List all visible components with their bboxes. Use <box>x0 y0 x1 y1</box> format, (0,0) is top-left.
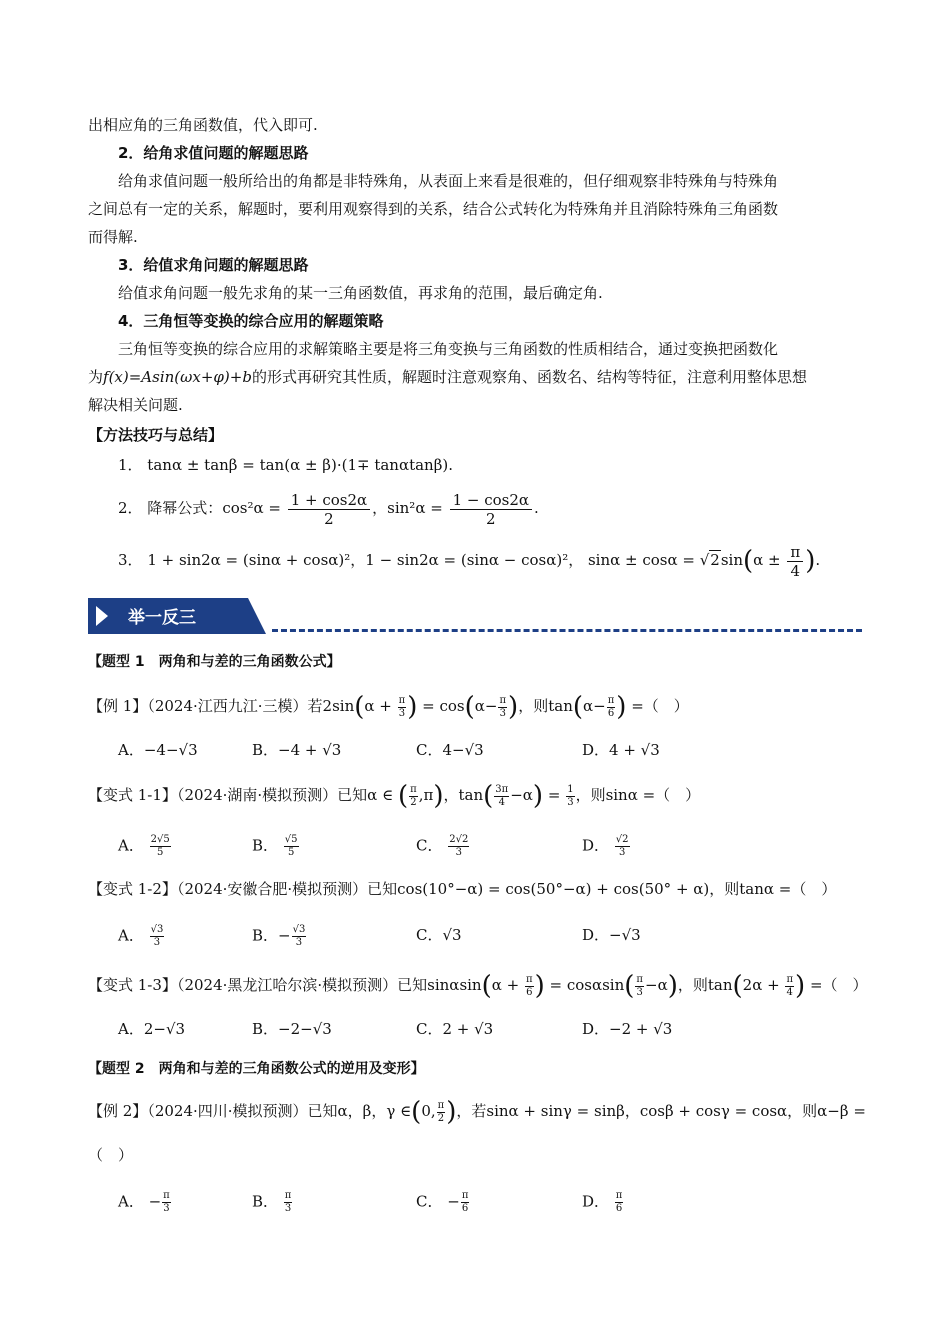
heading-3: 3．给值求角问题的解题思路 <box>118 256 309 274</box>
method-title: 【方法技巧与总结】 <box>88 426 224 444</box>
option-a[interactable]: A．2−√3 <box>118 1020 186 1038</box>
text-line: 之间总有一定的关系，解题时，要利用观察得到的关系，结合公式转化为特殊角并且消除特殊角三角函数 <box>88 200 779 218</box>
text-line: 三角恒等变换的综合应用的求解策略主要是将三角变换与三角函数的性质相结合，通过变换把函数化 <box>118 340 779 358</box>
option-b[interactable]: B． $\frac{√5}{5}$ <box>252 834 298 858</box>
variant-1-1: 【变式 1-1】（2024·湖南·模拟预测）已知α ∈ ( $\frac{\pi}{2}$ ,π)，tan( $\frac{3\pi}{4}$ −α) = $\frac{1}{3}$ ，则sinα =（ ） <box>88 781 701 811</box>
option-c[interactable]: C． − $\frac{\pi}{6}$ <box>416 1190 469 1214</box>
option-a[interactable]: A． $\frac{√3}{3}$ <box>118 924 164 948</box>
option-a[interactable]: A．−4−√3 <box>118 741 198 759</box>
option-d[interactable]: D．4 + √3 <box>582 741 660 759</box>
option-c[interactable]: C．2 + √3 <box>416 1020 494 1038</box>
formula-2: 2． 降幂公式：cos²α = $\frac{1 + \cos 2\alpha}{2}$ ，sin²α = $\frac{1 - \cos 2\alpha}{2}$ . <box>118 490 539 528</box>
option-d[interactable]: D．−√3 <box>582 926 641 944</box>
option-b[interactable]: B． $\frac{\pi}{3}$ <box>252 1190 292 1214</box>
variant-1-3: 【变式 1-3】（2024·黑龙江哈尔滨·模拟预测）已知sinαsin(α + $\frac{\pi}{6}$ ) = cosαsin( $\frac{\pi}{3}$ −α)，则tan(2α + $\frac{\pi}{4}$ ) =（ ） <box>88 971 868 1001</box>
type1-title: 【题型 1 两角和与差的三角函数公式】 <box>88 654 341 670</box>
option-b[interactable]: B．−4 + √3 <box>252 741 342 759</box>
option-a[interactable]: A． − $\frac{\pi}{3}$ <box>118 1190 170 1214</box>
formula-3: 3． 1 + sin2α = (sinα + cosα)²，1 − sin2α = (sinα − cosα)²， sinα ± cosα = √2sin(α ± $\frac{\pi}{4}$ ). <box>118 542 821 580</box>
formula: f(x)=Asin(ωx+φ)+b <box>103 368 252 386</box>
text-line: 而得解. <box>88 228 138 246</box>
answer-blank: （ ） <box>88 1146 134 1164</box>
option-b[interactable]: B．−2−√3 <box>252 1020 332 1038</box>
text-line: 给值求角问题一般先求角的某一三角函数值，再求角的范围，最后确定角. <box>118 284 603 302</box>
option-d[interactable]: D． $\frac{\pi}{6}$ <box>582 1190 623 1214</box>
option-d[interactable]: D． $\frac{√2}{3}$ <box>582 834 629 858</box>
option-c[interactable]: C．√3 <box>416 926 462 944</box>
example-2: 【例 2】（2024·四川·模拟预测）已知α，β，γ ∈(0, $\frac{\pi}{2}$ )，若sinα + sinγ = sinβ，cosβ + cosγ = cosα，则α−β = <box>88 1097 866 1127</box>
variant-1-2: 【变式 1-2】（2024·安徽合肥·模拟预测）已知cos(10°−α) = cos(50°−α) + cos(50° + α)，则tanα =（ ） <box>88 880 837 898</box>
banner-divider <box>272 629 862 632</box>
option-a[interactable]: A． $\frac{2√5}{5}$ <box>118 834 170 858</box>
text-line: 出相应角的三角函数值，代入即可. <box>88 116 318 134</box>
option-c[interactable]: C．4−√3 <box>416 741 484 759</box>
option-d[interactable]: D．−2 + √3 <box>582 1020 673 1038</box>
section-banner <box>88 598 268 636</box>
example-1: 【例 1】（2024·江西九江·三模）若2sin(α + $\frac{\pi}{3}$ ) = cos(α− $\frac{\pi}{3}$ )，则tan(α− $\frac{\pi}{6}$ ) =（ ） <box>88 692 689 722</box>
option-b[interactable]: B．− $\frac{√3}{3}$ <box>252 924 306 948</box>
type2-title: 【题型 2 两角和与差的三角函数公式的逆用及变形】 <box>88 1061 425 1077</box>
heading-4: 4．三角恒等变换的综合应用的解题策略 <box>118 312 384 330</box>
text-line: 解决相关问题. <box>88 396 183 414</box>
text-line: 给角求值问题一般所给出的角都是非特殊角，从表面上来看是很难的，但仔细观察非特殊角与特殊角 <box>118 172 779 190</box>
text-line: 为f(x)=Asin(ωx+φ)+b的形式再研究其性质，解题时注意观察角、函数名、结构等特征，注意利用整体思想 <box>88 368 807 386</box>
banner-label: 举一反三 <box>128 608 196 628</box>
heading-2: 2．给角求值问题的解题思路 <box>118 144 309 162</box>
option-c[interactable]: C． $\frac{2√2}{3}$ <box>416 834 469 858</box>
formula-1: 1． tanα ± tanβ = tan(α ± β)·(1∓ tanαtanβ). <box>118 456 454 474</box>
